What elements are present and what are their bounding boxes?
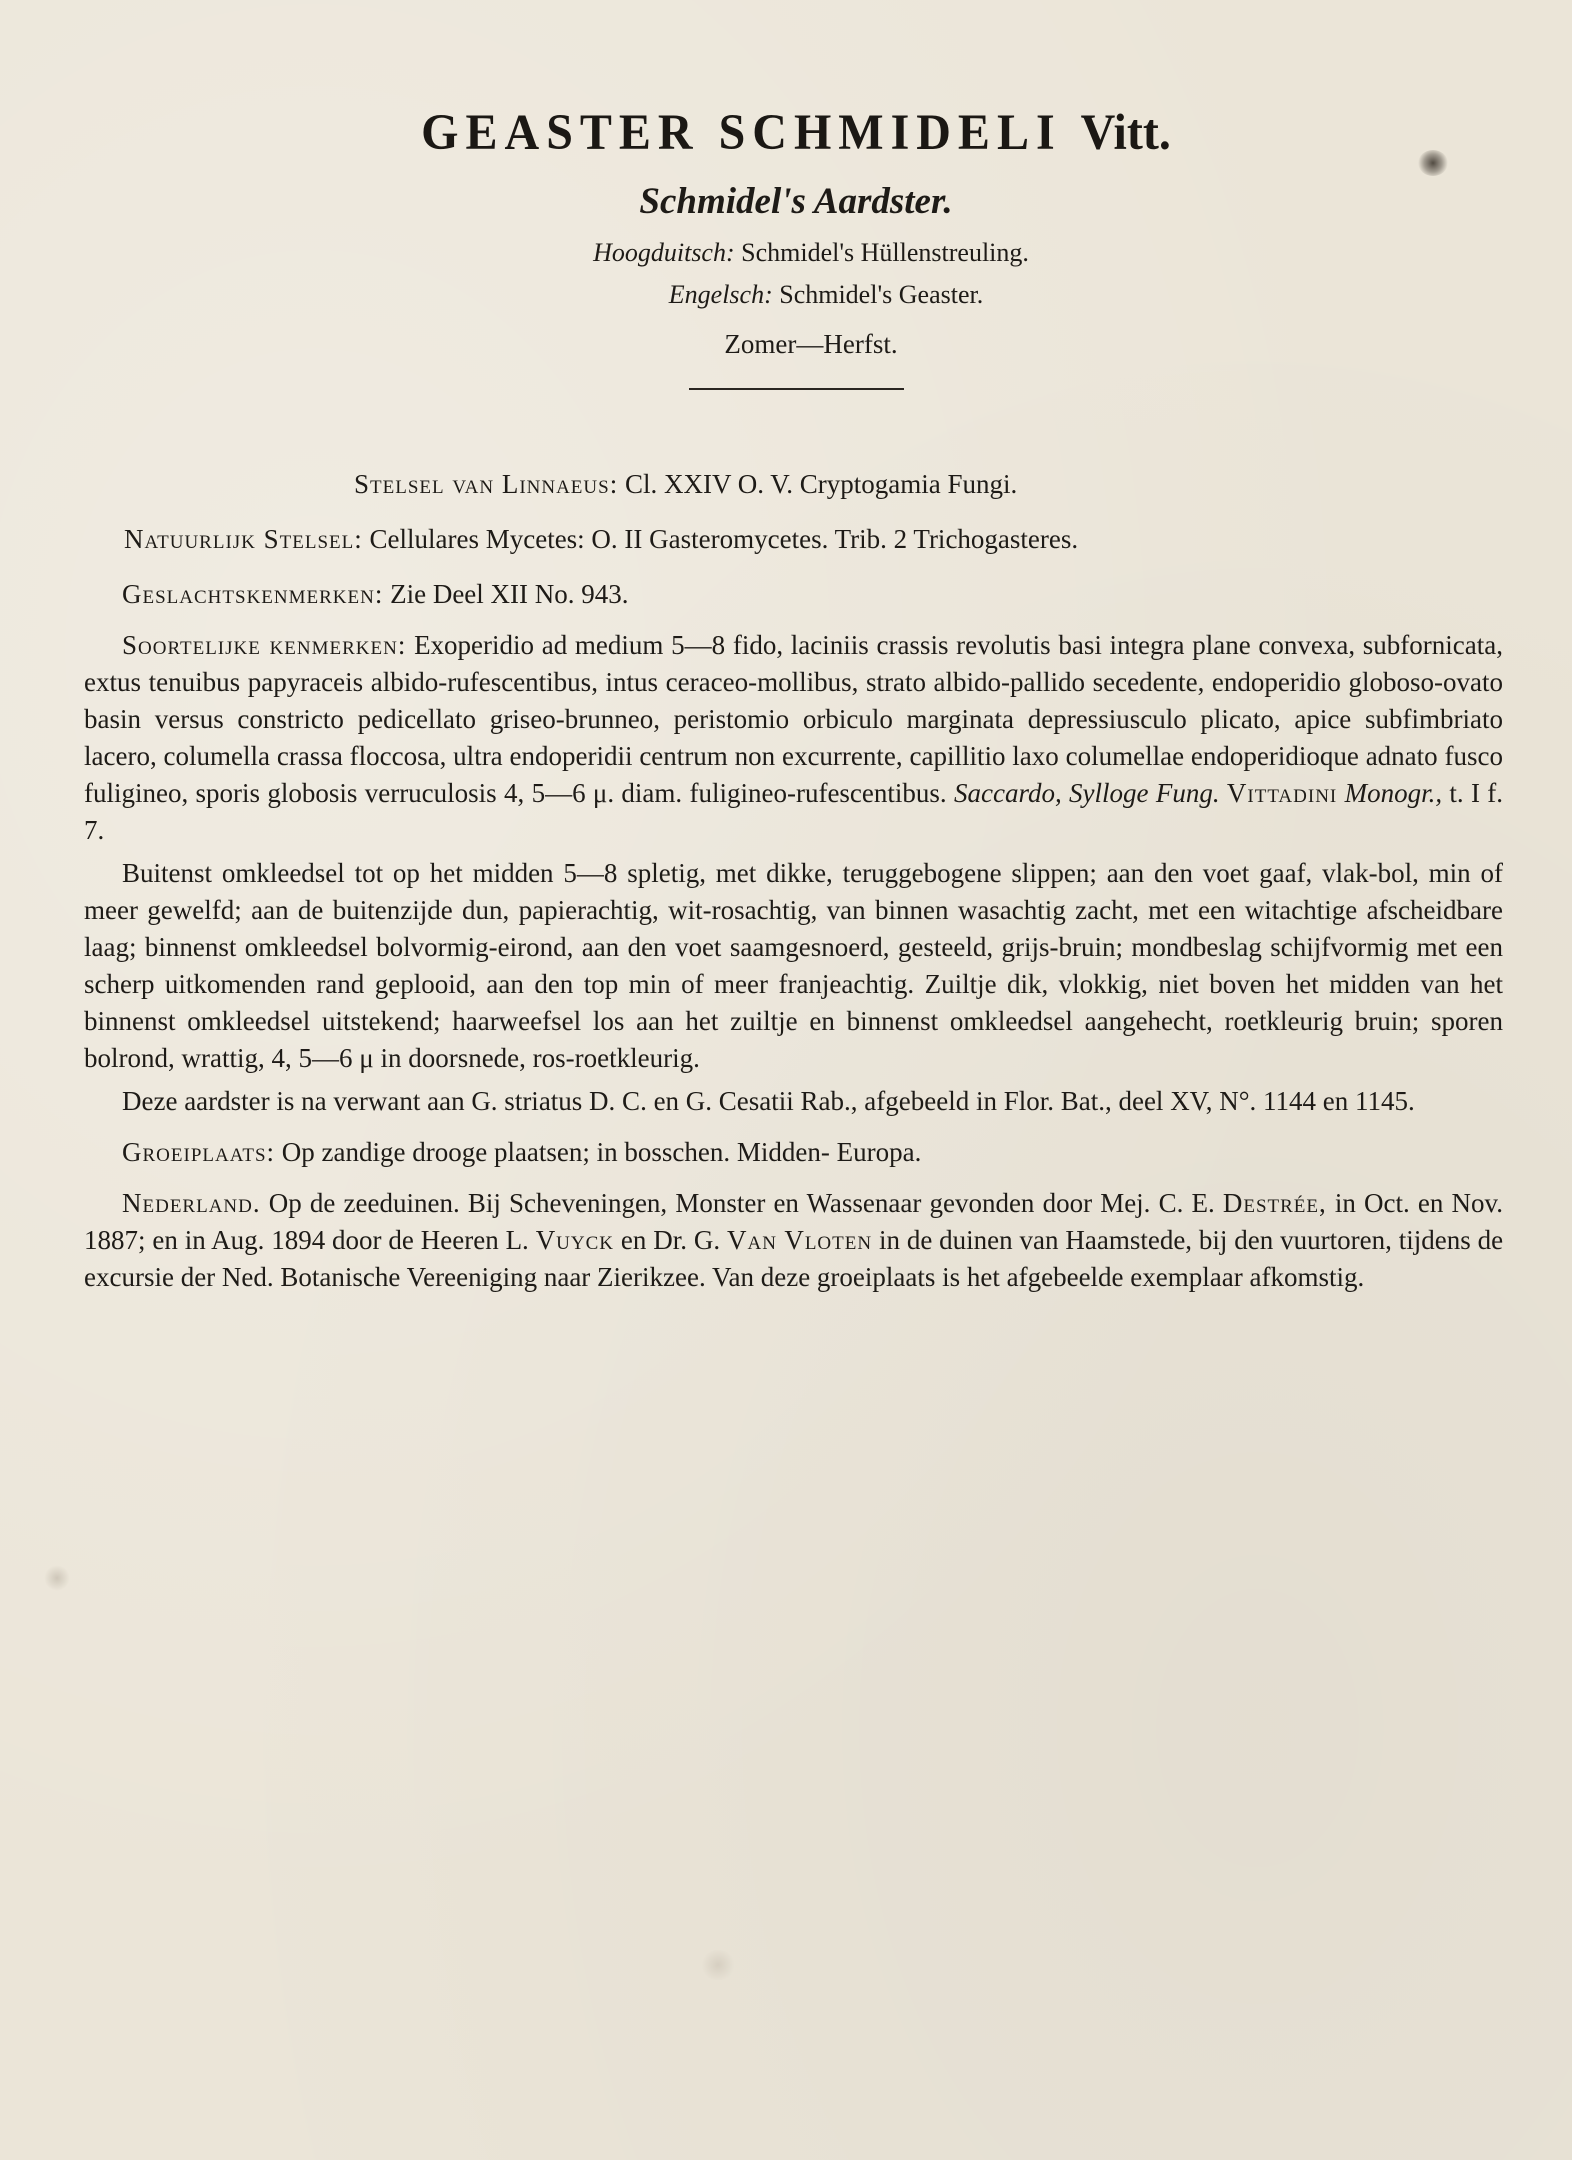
- linnaeus-text: Cl. XXIV O. V. Cryptogamia Fungi.: [624, 469, 1018, 499]
- dutch-common-name: Schmidel's Aardster.: [639, 181, 953, 222]
- comparison: [84, 1083, 1503, 1120]
- netherlands-label: Nederland.: [122, 1188, 261, 1218]
- reference-work: Monogr.,: [1344, 778, 1443, 808]
- reference-saccardo: Saccardo, Sylloge Fung.: [954, 778, 1220, 808]
- habitat-label: Groeiplaats:: [122, 1137, 276, 1167]
- paper-spot: [44, 1565, 70, 1591]
- reference-author: Vittadini: [1226, 778, 1338, 808]
- linnaeus-system: [84, 466, 1503, 503]
- natural-label: Natuurlijk Stelsel:: [124, 524, 363, 554]
- collector-name: Van Vloten: [727, 1225, 873, 1255]
- netherlands-distribution: [84, 1185, 1503, 1296]
- german-label: Hoogduitsch:: [593, 238, 735, 267]
- german-name-line: [50, 234, 1572, 272]
- netherlands-text-1: Op de zeeduinen. Bij Scheveningen, Monster en Wassenaar gevonden door Mej. C. E.: [268, 1188, 1215, 1218]
- genus-label: Geslachtskenmerken:: [122, 579, 384, 609]
- paper-spot: [700, 1950, 736, 1980]
- reference-plate: t. I f. 7.: [84, 778, 1504, 845]
- netherlands-text-4: in de duinen van Haamstede, bij den vuurtoren, tijdens de excursie der Ned. Botanische Vereeniging naar Zierikzee. Van deze groeiplaats is het afgebeelde exemplaar afkomstig.: [84, 1225, 1504, 1292]
- genus-text: Zie Deel XII No. 943.: [390, 579, 629, 609]
- divider-rule: [689, 388, 904, 390]
- description-text: Buitenst omkleedsel tot op het midden 5—8 spletig, met dikke, teruggebogene slippen; aan den voet gaaf, vlak-bol, min of meer gewelfd; aan de buitenzijde dun, papierachtig, wit-rosachtig, van binnen wasachtig zacht, met een witachtige afscheidbare laag; binnenst omkleedsel bolvormig-eirond, aan den voet saamgesnoerd, gesteeld, grijs-bruin; mondbeslag schijfvormig met een scherp uitkomenden rand geplooid, aan den top min of meer franjeachtig. Zuiltje dik, vlokkig, niet boven het midden van het binnenst omkleedsel uitstekend; haarweefsel los aan het zuiltje en binnenst omkleedsel aangehecht, roetkleurig bruin; sporen bolrond, wrattig, 4, 5—6 μ in doorsnede, ros-roetkleurig.: [84, 858, 1503, 1073]
- netherlands-text-3: en Dr. G.: [620, 1225, 721, 1255]
- natural-system: [84, 521, 1503, 558]
- english-name: Schmidel's Geaster.: [779, 280, 984, 309]
- natural-text: Cellulares Mycetes: O. II Gasteromycetes. Trib. 2 Trichogasteres.: [369, 524, 1079, 554]
- page-title: [20, 98, 1572, 167]
- german-name: Schmidel's Hüllenstreuling.: [741, 238, 1029, 267]
- season: Zomer—Herfst.: [724, 329, 898, 359]
- page-body: [84, 466, 1503, 1310]
- species-text: Exoperidio ad medium 5—8 fido, laciniis crassis revolutis basi integra plane convexa, subfornicata, extus tenuibus papyraceis albido-rufescentibus, intus ceraceo-mollibus, strato albido-pallido secedente, endoperidio globoso-ovato basin versus constricto pedicellato griseo-brunneo, peristomio orbiculo marginata depressiusculo plicato, apice subfimbriato lacero, columella crassa floccosa, ultra endoperidii centrum non excurrente, capillitio laxo columellae endoperidioque adnato fusco fuligineo, sporis globosis verruculosis 4, 5—6 μ. diam. fuligineo-rufescentibus.: [84, 630, 1503, 808]
- species-author: Vitt.: [1080, 104, 1171, 161]
- english-name-line: [80, 276, 1572, 314]
- habitat: [84, 1134, 1503, 1171]
- collector-name: Destrée,: [1222, 1188, 1327, 1218]
- species-characters: [84, 627, 1503, 849]
- genus-characters: [84, 576, 1503, 613]
- collector-name: Vuyck: [535, 1225, 615, 1255]
- habitat-text: Op zandige drooge plaatsen; in bosschen. Midden- Europa.: [281, 1137, 922, 1167]
- netherlands-text-2: in Oct. en Nov. 1887; en in Aug. 1894 door de Heeren L.: [84, 1188, 1504, 1255]
- page-header: [0, 100, 1572, 390]
- species-name: GEASTER SCHMIDELI: [421, 104, 1062, 161]
- linnaeus-label: Stelsel van Linnaeus:: [354, 469, 619, 499]
- dutch-description: [84, 855, 1503, 1077]
- comparison-text: Deze aardster is na verwant aan G. striatus D. C. en G. Cesatii Rab., afgebeeld in Flor. Bat., deel XV, N°. 1144 en 1145.: [122, 1086, 1415, 1116]
- species-label: Soortelijke kenmerken:: [122, 630, 407, 660]
- english-label: Engelsch:: [668, 280, 773, 309]
